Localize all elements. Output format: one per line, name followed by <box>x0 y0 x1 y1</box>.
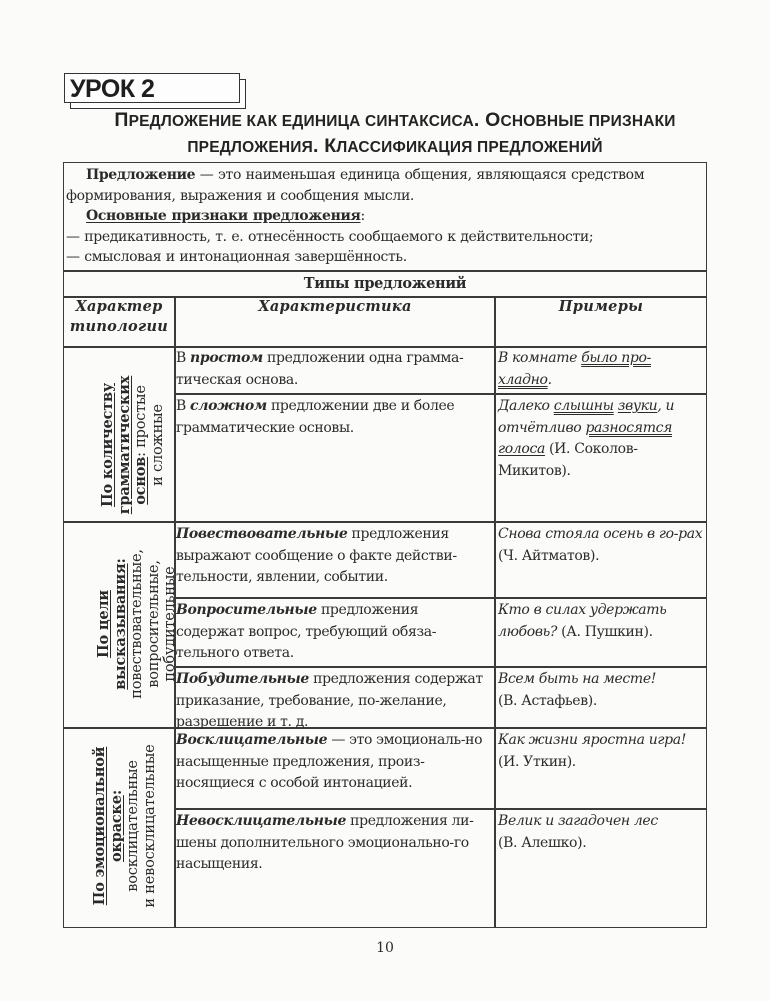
features-heading-line: Основные признаки предложения: <box>86 208 365 224</box>
group-label-purpose: По цели высказывания: повествовательные, вопросительные, побудительные <box>95 549 178 699</box>
table-divider <box>174 666 707 668</box>
example-imperative: Всем быть на месте! (В. Астафьев). <box>498 669 703 712</box>
example-author: (В. Астафьев). <box>498 692 597 709</box>
example-author: (В. Алешко). <box>498 834 587 851</box>
characteristic-simple: В простом предложении одна грамма-тическая основа. <box>176 350 464 388</box>
subject: голоса <box>498 441 545 457</box>
lesson-number: УРОК 2 <box>70 75 155 103</box>
definition-term: Предложение <box>86 167 196 183</box>
lesson-title-line-2: ПРЕДЛОЖЕНИЯ. КЛАССИФИКАЦИЯ ПРЕДЛОЖЕНИЙ <box>187 135 603 157</box>
table-divider <box>174 393 707 395</box>
example-author: (Ч. Айтматов). <box>498 547 600 564</box>
features-heading: Основные признаки предложения <box>86 208 361 224</box>
characteristic-imperative: Побудительные предложения содержат приказание, требование, по-желание, разрешение и т. д. <box>176 671 483 730</box>
column-divider <box>494 296 496 928</box>
header-characteristic: Характеристика <box>258 298 412 315</box>
example-author: (А. Пушкин). <box>557 623 653 640</box>
lesson-title <box>60 108 730 160</box>
predicate: разносятся <box>585 419 673 436</box>
characteristic-declarative: Повествовательные предложения выражают сообщение о факте действи-тельности, явлении, событии. <box>176 526 457 585</box>
example-simple: В комнате было про-хладно. <box>498 350 651 388</box>
table-divider <box>174 597 707 599</box>
feature-item: — предикативность, т. е. отнесённость сообщаемого к действительности; <box>66 228 594 245</box>
characteristic-exclamatory: Восклицательные — это эмоциональ-но насыщенные предложения, произ-носящиеся с особой интонацией. <box>176 732 483 791</box>
example-non-exclamatory: Велик и загадочен лес (В. Алешко). <box>498 811 703 854</box>
characteristic-complex: В сложном предложении две и более грамматические основы. <box>176 398 455 436</box>
definition-block <box>64 165 704 268</box>
lesson-title-line-1: ПРЕДЛОЖЕНИЕ КАК ЕДИНИЦА СИНТАКСИСА. ОСНОВНЫЕ ПРИЗНАКИ <box>114 109 676 131</box>
example-interrogative: Кто в силах удержать любовь? (А. Пушкин). <box>498 602 667 640</box>
feature-item: — смысловая и интонационная завершённость. <box>66 249 407 265</box>
lesson-badge <box>64 73 240 103</box>
table-title: Типы предложений <box>303 275 467 292</box>
characteristic-non-exclamatory: Невосклицательные предложения ли-шены дополнительного эмоционально-го насыщения. <box>176 813 474 872</box>
predicate: было про-хладно <box>498 350 651 388</box>
predicate: слышны <box>553 398 614 414</box>
example-declarative: Снова стояла осень в го-рах (Ч. Айтматов). <box>498 526 703 564</box>
subject: звуки <box>617 398 658 414</box>
header-examples: Примеры <box>558 298 644 315</box>
group-label-grammatical-bases: По количеству грамматических основ: простые и сложные <box>99 375 166 515</box>
characteristic-interrogative: Вопросительные предложения содержат вопрос, требующий обяза-тельного ответа. <box>176 602 437 661</box>
group-label-emotional: По эмоциональной окраске: восклицательные и невосклицательные <box>91 744 158 908</box>
example-exclamatory: Как жизни яростна игра! (И. Уткин). <box>498 732 687 770</box>
header-typology: Характер типологии <box>69 298 169 335</box>
page-number: 10 <box>376 940 394 956</box>
table-divider <box>174 808 707 810</box>
definition-line-1: Предложение — это наименьшая единица общения, являющаяся средством <box>86 167 645 183</box>
example-author: (И. Соколов-Микитов). <box>498 441 638 479</box>
definition-line-2: формирования, выражения и сообщения мысли. <box>66 187 415 204</box>
example-complex: Далеко слышны звуки, и отчётливо разносятся голоса (И. Соколов-Микитов). <box>498 398 675 479</box>
example-author: (И. Уткин). <box>498 753 576 770</box>
